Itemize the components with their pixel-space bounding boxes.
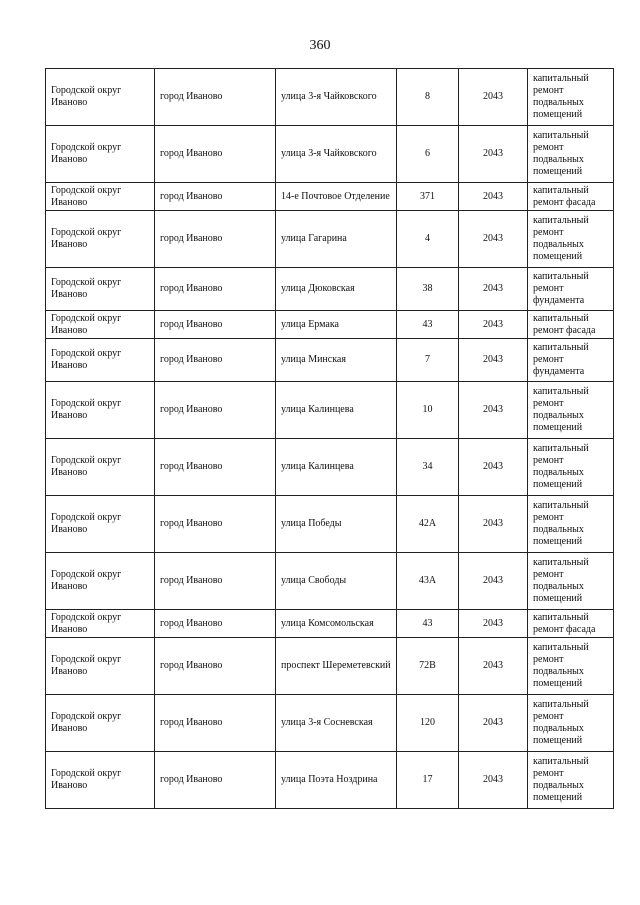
work-type-cell: капитальный ремонт фундамента [528, 339, 614, 382]
district-cell: Городской округ Иваново [46, 382, 155, 439]
work-type-cell: капитальный ремонт подвальных помещений [528, 638, 614, 695]
district-cell: Городской округ Иваново [46, 638, 155, 695]
street-cell: улица Поэта Ноздрина [276, 752, 397, 809]
table-row [46, 496, 614, 553]
house-cell: 371 [397, 183, 459, 211]
house-cell: 43 [397, 311, 459, 339]
street-cell: улица Гагарина [276, 211, 397, 268]
district-cell: Городской округ Иваново [46, 311, 155, 339]
year-cell: 2043 [459, 695, 528, 752]
year-cell: 2043 [459, 752, 528, 809]
year-cell: 2043 [459, 553, 528, 610]
district-cell: Городской округ Иваново [46, 183, 155, 211]
district-cell: Городской округ Иваново [46, 610, 155, 638]
work-type-cell: капитальный ремонт подвальных помещений [528, 553, 614, 610]
house-cell: 42А [397, 496, 459, 553]
street-cell: улица Калинцева [276, 439, 397, 496]
house-cell: 8 [397, 69, 459, 126]
year-cell: 2043 [459, 268, 528, 311]
year-cell: 2043 [459, 69, 528, 126]
house-cell: 17 [397, 752, 459, 809]
work-type-cell: капитальный ремонт фундамента [528, 268, 614, 311]
work-type-cell: капитальный ремонт подвальных помещений [528, 752, 614, 809]
year-cell: 2043 [459, 183, 528, 211]
street-cell: 14-е Почтовое Отделение [276, 183, 397, 211]
table-row [46, 752, 614, 809]
house-cell: 7 [397, 339, 459, 382]
table-row [46, 638, 614, 695]
street-cell: улица Свободы [276, 553, 397, 610]
work-type-cell: капитальный ремонт подвальных помещений [528, 439, 614, 496]
work-type-cell: капитальный ремонт фасада [528, 311, 614, 339]
house-cell: 43 [397, 610, 459, 638]
locality-cell: город Иваново [155, 339, 276, 382]
street-cell: улица Дюковская [276, 268, 397, 311]
page-number: 360 [309, 38, 331, 53]
table-row [46, 311, 614, 339]
table-row [46, 211, 614, 268]
repair-schedule-table [45, 68, 614, 809]
district-cell: Городской округ Иваново [46, 268, 155, 311]
table-row [46, 382, 614, 439]
locality-cell: город Иваново [155, 382, 276, 439]
district-cell: Городской округ Иваново [46, 339, 155, 382]
work-type-cell: капитальный ремонт подвальных помещений [528, 126, 614, 183]
locality-cell: город Иваново [155, 183, 276, 211]
house-cell: 6 [397, 126, 459, 183]
house-cell: 34 [397, 439, 459, 496]
house-cell: 120 [397, 695, 459, 752]
locality-cell: город Иваново [155, 439, 276, 496]
locality-cell: город Иваново [155, 268, 276, 311]
table-row [46, 126, 614, 183]
table-row [46, 268, 614, 311]
district-cell: Городской округ Иваново [46, 439, 155, 496]
work-type-cell: капитальный ремонт фасада [528, 183, 614, 211]
street-cell: улица Минская [276, 339, 397, 382]
work-type-cell: капитальный ремонт подвальных помещений [528, 69, 614, 126]
year-cell: 2043 [459, 126, 528, 183]
year-cell: 2043 [459, 439, 528, 496]
house-cell: 38 [397, 268, 459, 311]
house-cell: 4 [397, 211, 459, 268]
locality-cell: город Иваново [155, 211, 276, 268]
year-cell: 2043 [459, 496, 528, 553]
table-row [46, 69, 614, 126]
work-type-cell: капитальный ремонт подвальных помещений [528, 382, 614, 439]
work-type-cell: капитальный ремонт подвальных помещений [528, 211, 614, 268]
district-cell: Городской округ Иваново [46, 496, 155, 553]
district-cell: Городской округ Иваново [46, 126, 155, 183]
work-type-cell: капитальный ремонт фасада [528, 610, 614, 638]
locality-cell: город Иваново [155, 311, 276, 339]
year-cell: 2043 [459, 382, 528, 439]
table-row [46, 339, 614, 382]
house-cell: 72В [397, 638, 459, 695]
year-cell: 2043 [459, 638, 528, 695]
table-row [46, 553, 614, 610]
district-cell: Городской округ Иваново [46, 752, 155, 809]
work-type-cell: капитальный ремонт подвальных помещений [528, 496, 614, 553]
locality-cell: город Иваново [155, 610, 276, 638]
locality-cell: город Иваново [155, 553, 276, 610]
table-row [46, 183, 614, 211]
street-cell: улица Калинцева [276, 382, 397, 439]
year-cell: 2043 [459, 211, 528, 268]
table-row [46, 610, 614, 638]
locality-cell: город Иваново [155, 752, 276, 809]
street-cell: проспект Шереметевский [276, 638, 397, 695]
year-cell: 2043 [459, 610, 528, 638]
house-cell: 10 [397, 382, 459, 439]
locality-cell: город Иваново [155, 638, 276, 695]
district-cell: Городской округ Иваново [46, 695, 155, 752]
year-cell: 2043 [459, 311, 528, 339]
district-cell: Городской округ Иваново [46, 553, 155, 610]
work-type-cell: капитальный ремонт подвальных помещений [528, 695, 614, 752]
year-cell: 2043 [459, 339, 528, 382]
table-row [46, 695, 614, 752]
street-cell: улица 3-я Сосневская [276, 695, 397, 752]
street-cell: улица Комсомольская [276, 610, 397, 638]
locality-cell: город Иваново [155, 126, 276, 183]
street-cell: улица Победы [276, 496, 397, 553]
locality-cell: город Иваново [155, 695, 276, 752]
locality-cell: город Иваново [155, 496, 276, 553]
table-row [46, 439, 614, 496]
house-cell: 43А [397, 553, 459, 610]
district-cell: Городской округ Иваново [46, 211, 155, 268]
district-cell: Городской округ Иваново [46, 69, 155, 126]
street-cell: улица 3-я Чайковского [276, 69, 397, 126]
street-cell: улица Ермака [276, 311, 397, 339]
locality-cell: город Иваново [155, 69, 276, 126]
street-cell: улица 3-я Чайковского [276, 126, 397, 183]
